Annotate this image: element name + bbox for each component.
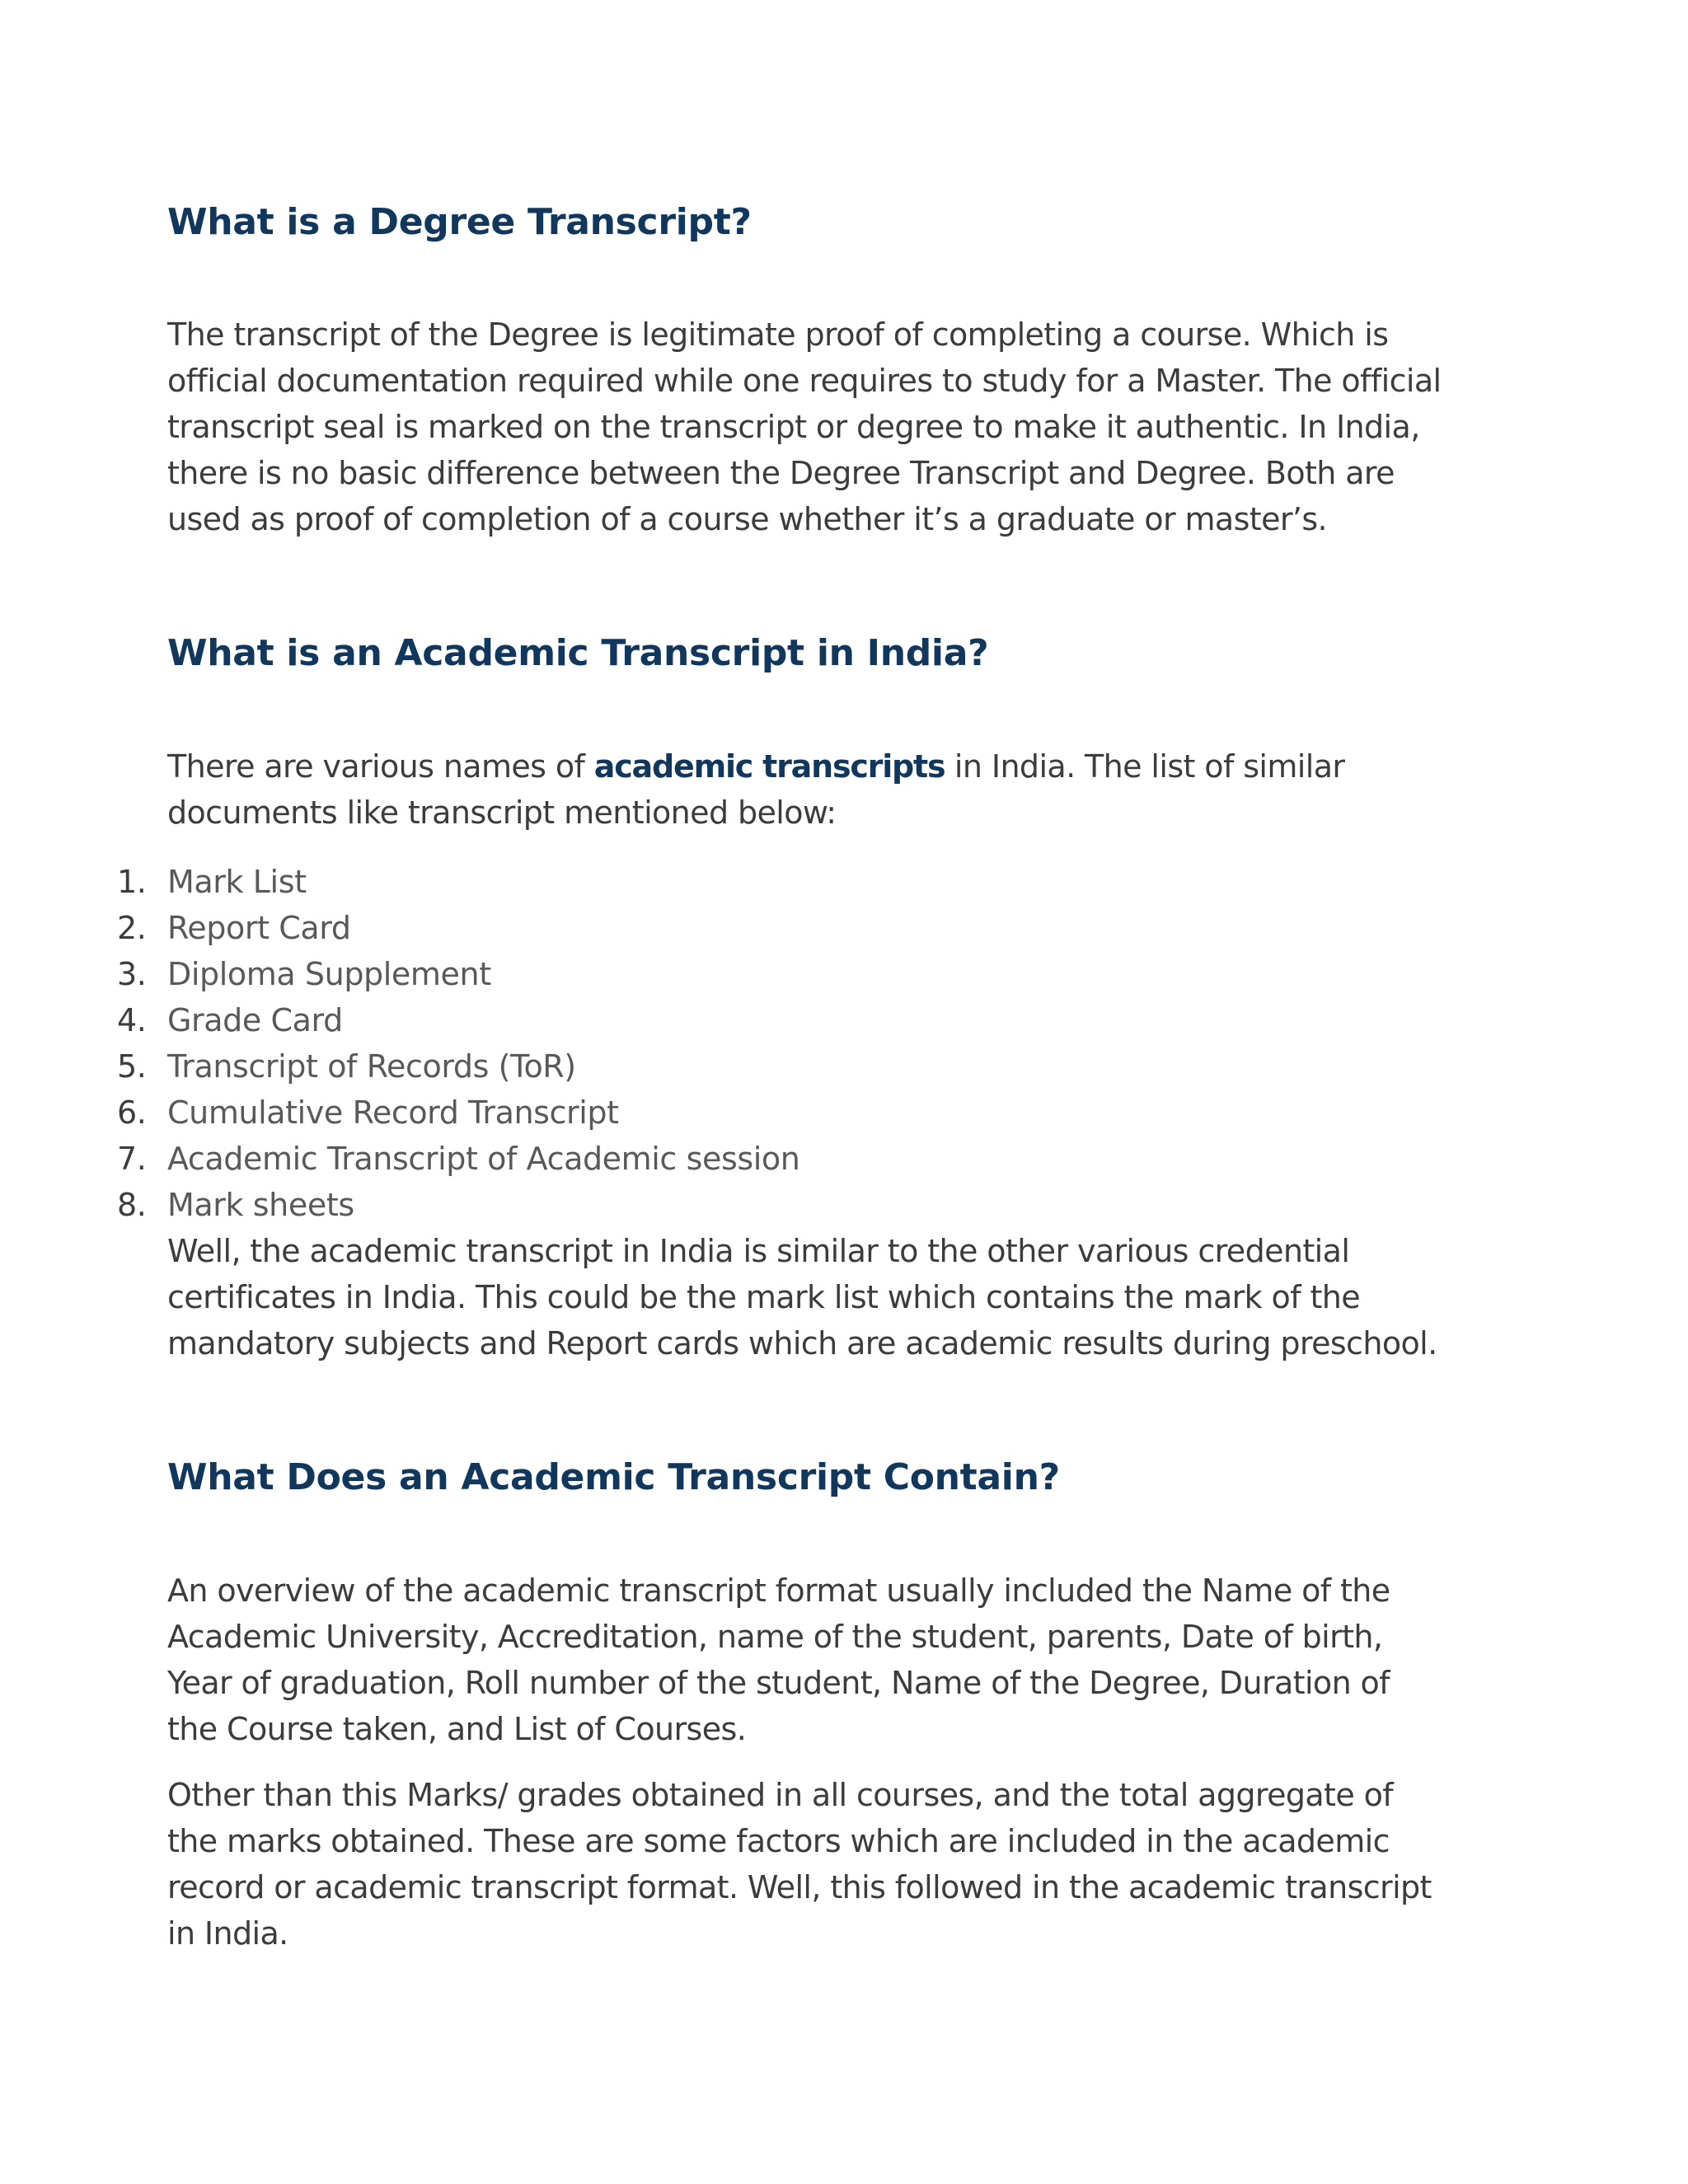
academic-transcripts-link[interactable]: academic transcripts xyxy=(593,748,945,785)
text-line: the marks obtained. These are some factors which are included in the academic xyxy=(167,1823,1390,1859)
list-text: Grade Card xyxy=(167,1002,343,1038)
text-line: Other than this Marks/ grades obtained in all courses, and the total aggregate of xyxy=(167,1777,1394,1813)
list-number: 6. xyxy=(117,1094,147,1131)
heading-degree-transcript: What is a Degree Transcript? xyxy=(167,201,752,243)
paragraph-academic-transcript-summary xyxy=(167,1228,1437,1366)
text-line: used as proof of completion of a course whether it’s a graduate or master’s. xyxy=(167,501,1328,537)
heading-academic-transcript-india: What is an Academic Transcript in India? xyxy=(167,632,989,674)
paragraph-transcript-marks xyxy=(167,1772,1432,1957)
text-line: mandatory subjects and Report cards which are academic results during preschool. xyxy=(167,1325,1437,1361)
intro-text-after: in India. The list of similar xyxy=(945,748,1345,785)
paragraph-transcript-contents xyxy=(167,1568,1390,1752)
text-line: Academic University, Accreditation, name of the student, parents, Date of birth, xyxy=(167,1619,1383,1655)
list-number: 4. xyxy=(117,1002,147,1038)
text-line: official documentation required while one requires to study for a Master. The official xyxy=(167,363,1442,399)
text-line: there is no basic difference between the Degree Transcript and Degree. Both are xyxy=(167,455,1395,491)
list-number: 5. xyxy=(117,1048,147,1085)
list-text: Report Card xyxy=(167,910,351,946)
paragraph-academic-transcript-intro xyxy=(167,743,1344,836)
heading-academic-transcript-contain: What Does an Academic Transcript Contain? xyxy=(167,1456,1060,1498)
text-line xyxy=(167,743,1344,790)
text-line: The transcript of the Degree is legitimate proof of completing a course. Which is xyxy=(167,316,1389,353)
text-line: in India. xyxy=(167,1915,288,1952)
list-text: Mark sheets xyxy=(167,1187,354,1223)
list-number: 3. xyxy=(117,956,147,992)
list-text: Diploma Supplement xyxy=(167,956,491,992)
list-number: 7. xyxy=(117,1141,147,1177)
list-number: 8. xyxy=(117,1187,147,1223)
intro-text-before: There are various names of xyxy=(167,748,594,785)
list-text: Mark List xyxy=(167,864,307,900)
text-line: Year of graduation, Roll number of the student, Name of the Degree, Duration of xyxy=(167,1665,1390,1701)
text-line: documents like transcript mentioned below: xyxy=(167,794,837,831)
text-line: record or academic transcript format. Well, this followed in the academic transcript xyxy=(167,1869,1432,1905)
list-text: Cumulative Record Transcript xyxy=(167,1094,619,1131)
text-line: certificates in India. This could be the mark list which contains the mark of the xyxy=(167,1279,1361,1315)
list-text: Transcript of Records (ToR) xyxy=(167,1048,576,1085)
list-number: 2. xyxy=(117,910,147,946)
list-number: 1. xyxy=(117,864,147,900)
text-line: transcript seal is marked on the transcript or degree to make it authentic. In India, xyxy=(167,409,1420,445)
paragraph-degree-transcript xyxy=(167,312,1441,542)
text-line: Well, the academic transcript in India is similar to the other various credential xyxy=(167,1233,1350,1269)
text-line: the Course taken, and List of Courses. xyxy=(167,1711,747,1747)
text-line: An overview of the academic transcript format usually included the Name of the xyxy=(167,1572,1390,1609)
list-text: Academic Transcript of Academic session xyxy=(167,1141,800,1177)
